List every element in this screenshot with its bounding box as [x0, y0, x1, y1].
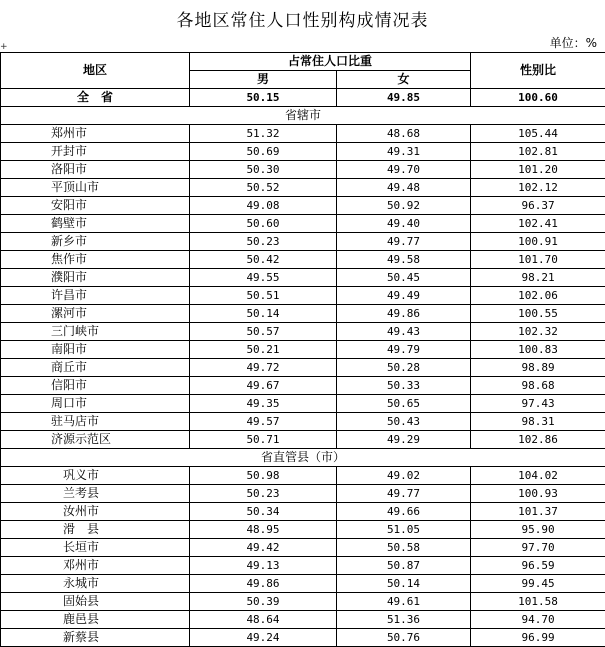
ratio-value: 104.02: [471, 467, 605, 485]
male-value: 50.34: [190, 503, 337, 521]
header-ratio: 性别比: [471, 53, 605, 89]
table-row: [1, 305, 605, 323]
female-value: 50.87: [337, 557, 471, 575]
male-value: 49.86: [190, 575, 337, 593]
male-value: 49.57: [190, 413, 337, 431]
region-name: 开封市: [1, 143, 190, 161]
female-value: 49.66: [337, 503, 471, 521]
region-name: 郑州市: [1, 125, 190, 143]
male-value: 49.55: [190, 269, 337, 287]
table-row: [1, 593, 605, 611]
row-marker-icon: +: [0, 42, 8, 52]
table-row: [1, 539, 605, 557]
ratio-value: 101.58: [471, 593, 605, 611]
table-row: [1, 521, 605, 539]
region-name: 济源示范区: [1, 431, 190, 449]
female-value: 49.58: [337, 251, 471, 269]
header-male: 男: [190, 71, 337, 89]
female-value: 49.48: [337, 179, 471, 197]
male-value: 50.30: [190, 161, 337, 179]
male-value: 50.71: [190, 431, 337, 449]
unit-label: 单位：%: [550, 34, 597, 51]
total-female: 49.85: [337, 89, 471, 107]
region-name: 洛阳市: [1, 161, 190, 179]
header-female: 女: [337, 71, 471, 89]
male-value: 48.95: [190, 521, 337, 539]
table-title: 各地区常住人口性别构成情况表: [0, 6, 605, 31]
region-name: 永城市: [1, 575, 190, 593]
female-value: 50.92: [337, 197, 471, 215]
table-row: [1, 143, 605, 161]
table-row: [1, 485, 605, 503]
male-value: 48.64: [190, 611, 337, 629]
header-share: 占常住人口比重: [190, 53, 471, 71]
male-value: 50.69: [190, 143, 337, 161]
ratio-value: 96.99: [471, 629, 605, 647]
region-name: 兰考县: [1, 485, 190, 503]
male-value: 49.67: [190, 377, 337, 395]
section-counties: 省直管县（市）: [1, 449, 605, 467]
male-value: 50.23: [190, 485, 337, 503]
region-name: 固始县: [1, 593, 190, 611]
female-value: 50.43: [337, 413, 471, 431]
ratio-value: 100.83: [471, 341, 605, 359]
region-name: 南阳市: [1, 341, 190, 359]
male-value: 49.42: [190, 539, 337, 557]
ratio-value: 102.12: [471, 179, 605, 197]
female-value: 50.45: [337, 269, 471, 287]
female-value: 49.31: [337, 143, 471, 161]
ratio-value: 102.06: [471, 287, 605, 305]
region-name: 许昌市: [1, 287, 190, 305]
female-value: 49.86: [337, 305, 471, 323]
region-name: 平顶山市: [1, 179, 190, 197]
table-row: [1, 467, 605, 485]
table-row: [1, 575, 605, 593]
region-name: 安阳市: [1, 197, 190, 215]
region-name: 滑 县: [1, 521, 190, 539]
total-ratio: 100.60: [471, 89, 605, 107]
male-value: 50.98: [190, 467, 337, 485]
ratio-value: 102.81: [471, 143, 605, 161]
table-row: [1, 323, 605, 341]
ratio-value: 101.70: [471, 251, 605, 269]
table-row: [1, 611, 605, 629]
ratio-value: 99.45: [471, 575, 605, 593]
male-value: 50.51: [190, 287, 337, 305]
table-row: [1, 179, 605, 197]
table-row: [1, 341, 605, 359]
female-value: 50.65: [337, 395, 471, 413]
region-name: 驻马店市: [1, 413, 190, 431]
female-value: 50.58: [337, 539, 471, 557]
ratio-value: 100.93: [471, 485, 605, 503]
total-row: [1, 89, 605, 107]
ratio-value: 97.70: [471, 539, 605, 557]
ratio-value: 97.43: [471, 395, 605, 413]
ratio-value: 100.91: [471, 233, 605, 251]
ratio-value: 96.37: [471, 197, 605, 215]
ratio-value: 101.20: [471, 161, 605, 179]
region-name: 鹿邑县: [1, 611, 190, 629]
female-value: 48.68: [337, 125, 471, 143]
male-value: 49.24: [190, 629, 337, 647]
female-value: 49.70: [337, 161, 471, 179]
ratio-value: 102.41: [471, 215, 605, 233]
male-value: 50.23: [190, 233, 337, 251]
region-name: 濮阳市: [1, 269, 190, 287]
region-name: 信阳市: [1, 377, 190, 395]
female-value: 50.33: [337, 377, 471, 395]
ratio-value: 98.89: [471, 359, 605, 377]
table-row: [1, 431, 605, 449]
female-value: 50.76: [337, 629, 471, 647]
male-value: 50.60: [190, 215, 337, 233]
region-name: 周口市: [1, 395, 190, 413]
ratio-value: 95.90: [471, 521, 605, 539]
female-value: 49.43: [337, 323, 471, 341]
region-name: 鹤壁市: [1, 215, 190, 233]
female-value: 49.49: [337, 287, 471, 305]
female-value: 49.77: [337, 485, 471, 503]
table-row: [1, 503, 605, 521]
table-row: [1, 251, 605, 269]
region-name: 汝州市: [1, 503, 190, 521]
region-name: 长垣市: [1, 539, 190, 557]
female-value: 51.36: [337, 611, 471, 629]
female-value: 49.29: [337, 431, 471, 449]
ratio-value: 94.70: [471, 611, 605, 629]
male-value: 50.39: [190, 593, 337, 611]
female-value: 49.61: [337, 593, 471, 611]
ratio-value: 102.32: [471, 323, 605, 341]
total-label: 全 省: [1, 89, 190, 107]
male-value: 50.21: [190, 341, 337, 359]
table-row: [1, 161, 605, 179]
female-value: 50.14: [337, 575, 471, 593]
table-row: [1, 557, 605, 575]
male-value: 49.13: [190, 557, 337, 575]
ratio-value: 101.37: [471, 503, 605, 521]
table-row: [1, 125, 605, 143]
table-row: [1, 215, 605, 233]
female-value: 49.77: [337, 233, 471, 251]
ratio-value: 100.55: [471, 305, 605, 323]
male-value: 49.72: [190, 359, 337, 377]
section-cities: 省辖市: [1, 107, 605, 125]
region-name: 三门峡市: [1, 323, 190, 341]
ratio-value: 98.21: [471, 269, 605, 287]
male-value: 50.42: [190, 251, 337, 269]
table-row: [1, 413, 605, 431]
table-row: [1, 233, 605, 251]
female-value: 50.28: [337, 359, 471, 377]
male-value: 50.52: [190, 179, 337, 197]
female-value: 49.02: [337, 467, 471, 485]
table-row: [1, 269, 605, 287]
region-name: 商丘市: [1, 359, 190, 377]
ratio-value: 96.59: [471, 557, 605, 575]
table-row: [1, 359, 605, 377]
male-value: 50.14: [190, 305, 337, 323]
female-value: 49.40: [337, 215, 471, 233]
ratio-value: 98.31: [471, 413, 605, 431]
table-row: [1, 377, 605, 395]
region-name: 巩义市: [1, 467, 190, 485]
table-row: [1, 197, 605, 215]
female-value: 49.79: [337, 341, 471, 359]
header-region: 地区: [1, 53, 190, 89]
data-table: [0, 52, 605, 647]
region-name: 漯河市: [1, 305, 190, 323]
female-value: 51.05: [337, 521, 471, 539]
region-name: 焦作市: [1, 251, 190, 269]
ratio-value: 98.68: [471, 377, 605, 395]
table-row: [1, 287, 605, 305]
total-male: 50.15: [190, 89, 337, 107]
male-value: 49.35: [190, 395, 337, 413]
table-row: [1, 395, 605, 413]
ratio-value: 102.86: [471, 431, 605, 449]
male-value: 51.32: [190, 125, 337, 143]
region-name: 新蔡县: [1, 629, 190, 647]
region-name: 邓州市: [1, 557, 190, 575]
region-name: 新乡市: [1, 233, 190, 251]
male-value: 49.08: [190, 197, 337, 215]
male-value: 50.57: [190, 323, 337, 341]
ratio-value: 105.44: [471, 125, 605, 143]
